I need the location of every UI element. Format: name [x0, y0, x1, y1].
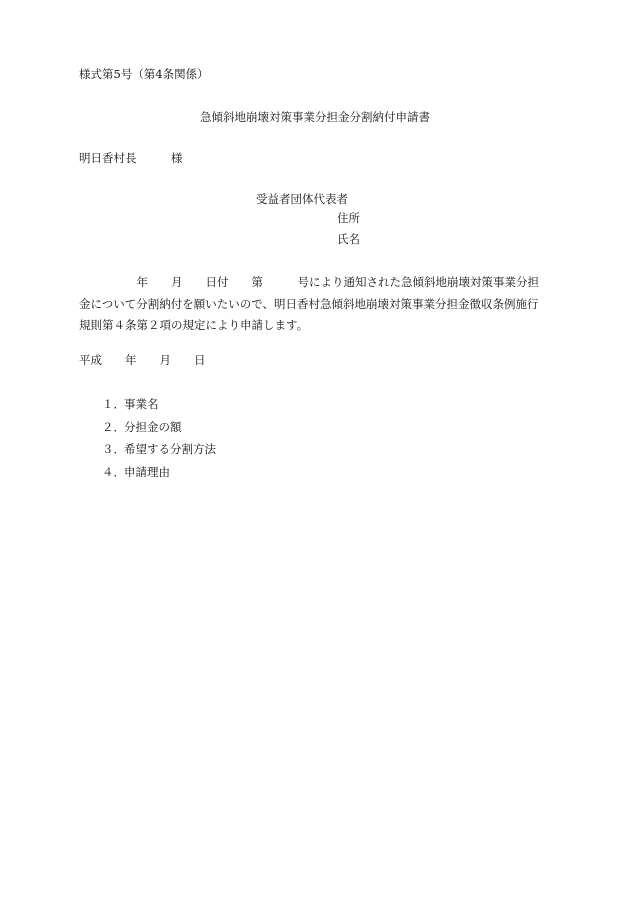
item-label: 事業名	[124, 397, 159, 411]
body-paragraph	[79, 272, 559, 337]
list-item	[102, 461, 216, 484]
item-label: 申請理由	[124, 464, 170, 479]
item-number: ３．	[102, 442, 125, 456]
item-label: 希望する分割方法	[124, 442, 216, 456]
applicant-address-label: 住所	[337, 211, 360, 225]
list-item	[102, 393, 216, 416]
item-number: ２．	[102, 419, 125, 434]
body-line: 規則第４条第２項の規定により申請します。	[79, 318, 309, 332]
item-label: 分担金の額	[124, 419, 182, 434]
document-title: 急傾斜地崩壊対策事業分担金分割納付申請書	[200, 110, 430, 124]
item-number: １．	[102, 397, 125, 411]
list-item	[102, 416, 216, 439]
applicant-org: 受益者団体代表者	[256, 192, 348, 206]
applicant-name-label: 氏名	[337, 232, 360, 246]
list-item	[102, 438, 216, 461]
body-line: 年 月 日付 第 号により通知された急傾斜地崩壊対策事業分担	[79, 275, 539, 289]
form-number: 様式第5号（第4条関係）	[79, 67, 209, 81]
body-line: 金について分割納付を願いたいので、明日香村急傾斜地崩壊対策事業分担金徴収条例施行	[79, 296, 539, 311]
date-line: 平成 年 月 日	[79, 353, 206, 367]
item-number: ４．	[102, 464, 125, 479]
item-list	[102, 393, 216, 483]
addressee: 明日香村長 様	[79, 151, 183, 165]
